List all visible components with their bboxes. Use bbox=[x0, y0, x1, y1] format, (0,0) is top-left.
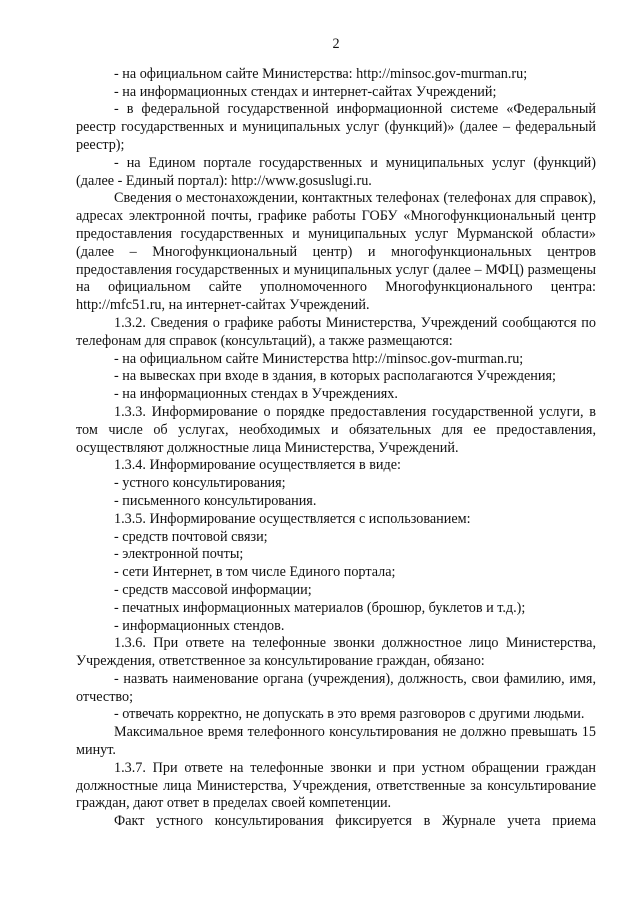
paragraph: - на информационных стендах и интернет-сайтах Учреждений; bbox=[114, 83, 497, 100]
paragraph: 1.3.4. Информирование осуществляется в виде: bbox=[114, 457, 401, 474]
paragraph: 1.3.2. Сведения о графике работы Министерства, Учреждений сообщаются по телефонам для справок (консультаций), а также размещаются: bbox=[76, 314, 596, 349]
paragraph: - средств массовой информации; bbox=[114, 581, 312, 598]
paragraph: 1.3.3. Информирование о порядке предоставления государственной услуги, в том числе об услугах, необходимых и обязательных для ее предоставления, осуществляют должностные лица Министерства, Учреждений. bbox=[76, 403, 596, 456]
paragraph: 1.3.5. Информирование осуществляется с использованием: bbox=[114, 510, 471, 527]
paragraph: - назвать наименование органа (учреждения), должность, свои фамилию, имя, отчество; bbox=[76, 670, 596, 705]
paragraph: - электронной почты; bbox=[114, 546, 244, 563]
paragraph: Факт устного консультирования фиксируется в Журнале учета приема bbox=[114, 813, 596, 830]
paragraph: 1.3.7. При ответе на телефонные звонки и при устном обращении граждан должностные лица Министерства, Учреждения, ответственные за консультирование граждан, дают ответ в пределах своей компетенции. bbox=[76, 759, 596, 812]
paragraph: Сведения о местонахождении, контактных телефонах (телефонах для справок), адресах электронной почты, графике работы ГОБУ «Многофункциональный центр предоставления государственных и муниципальных услуг Мурманской области» (далее – Многофункциональный центр) и многофункциональных центров предоставления государственных и муниципальных услуг (далее – МФЦ) размещены на официальном сайте уполномоченного Многофункционального центра: http://mfc51.ru, на интернет-сайтах Учреждений. bbox=[76, 190, 596, 314]
page-number: 2 bbox=[332, 36, 340, 52]
document-page bbox=[76, 36, 596, 831]
paragraph: Максимальное время телефонного консультирования не должно превышать 15 минут. bbox=[76, 724, 596, 759]
paragraph: - на информационных стендах в Учреждениях. bbox=[114, 386, 398, 403]
paragraph: - на официальном сайте Министерства http://minsoc.gov-murman.ru; bbox=[114, 350, 524, 367]
paragraph: - на Едином портале государственных и муниципальных услуг (функций) (далее - Единый портал): http://www.gosuslugi.ru. bbox=[76, 154, 596, 189]
paragraph: - письменного консультирования. bbox=[114, 492, 317, 509]
paragraph: 1.3.6. При ответе на телефонные звонки должностное лицо Министерства, Учреждения, ответственное за консультирование граждан, обязано: bbox=[76, 635, 596, 670]
paragraph: - устного консультирования; bbox=[114, 475, 286, 492]
paragraph: - на официальном сайте Министерства: http://minsoc.gov-murman.ru; bbox=[114, 65, 528, 82]
document-body bbox=[76, 66, 596, 831]
paragraph: - сети Интернет, в том числе Единого портала; bbox=[114, 564, 396, 581]
paragraph: - информационных стендов. bbox=[114, 617, 285, 634]
paragraph: - средств почтовой связи; bbox=[114, 528, 268, 545]
paragraph: - на вывесках при входе в здания, в которых располагаются Учреждения; bbox=[114, 368, 556, 385]
paragraph: - в федеральной государственной информационной системе «Федеральный реестр государственных и муниципальных услуг (функций)» (далее – федеральный реестр); bbox=[76, 101, 596, 153]
paragraph: - печатных информационных материалов (брошюр, буклетов и т.д.); bbox=[114, 599, 526, 616]
paragraph: - отвечать корректно, не допускать в это время разговоров с другими людьми. bbox=[114, 706, 585, 723]
